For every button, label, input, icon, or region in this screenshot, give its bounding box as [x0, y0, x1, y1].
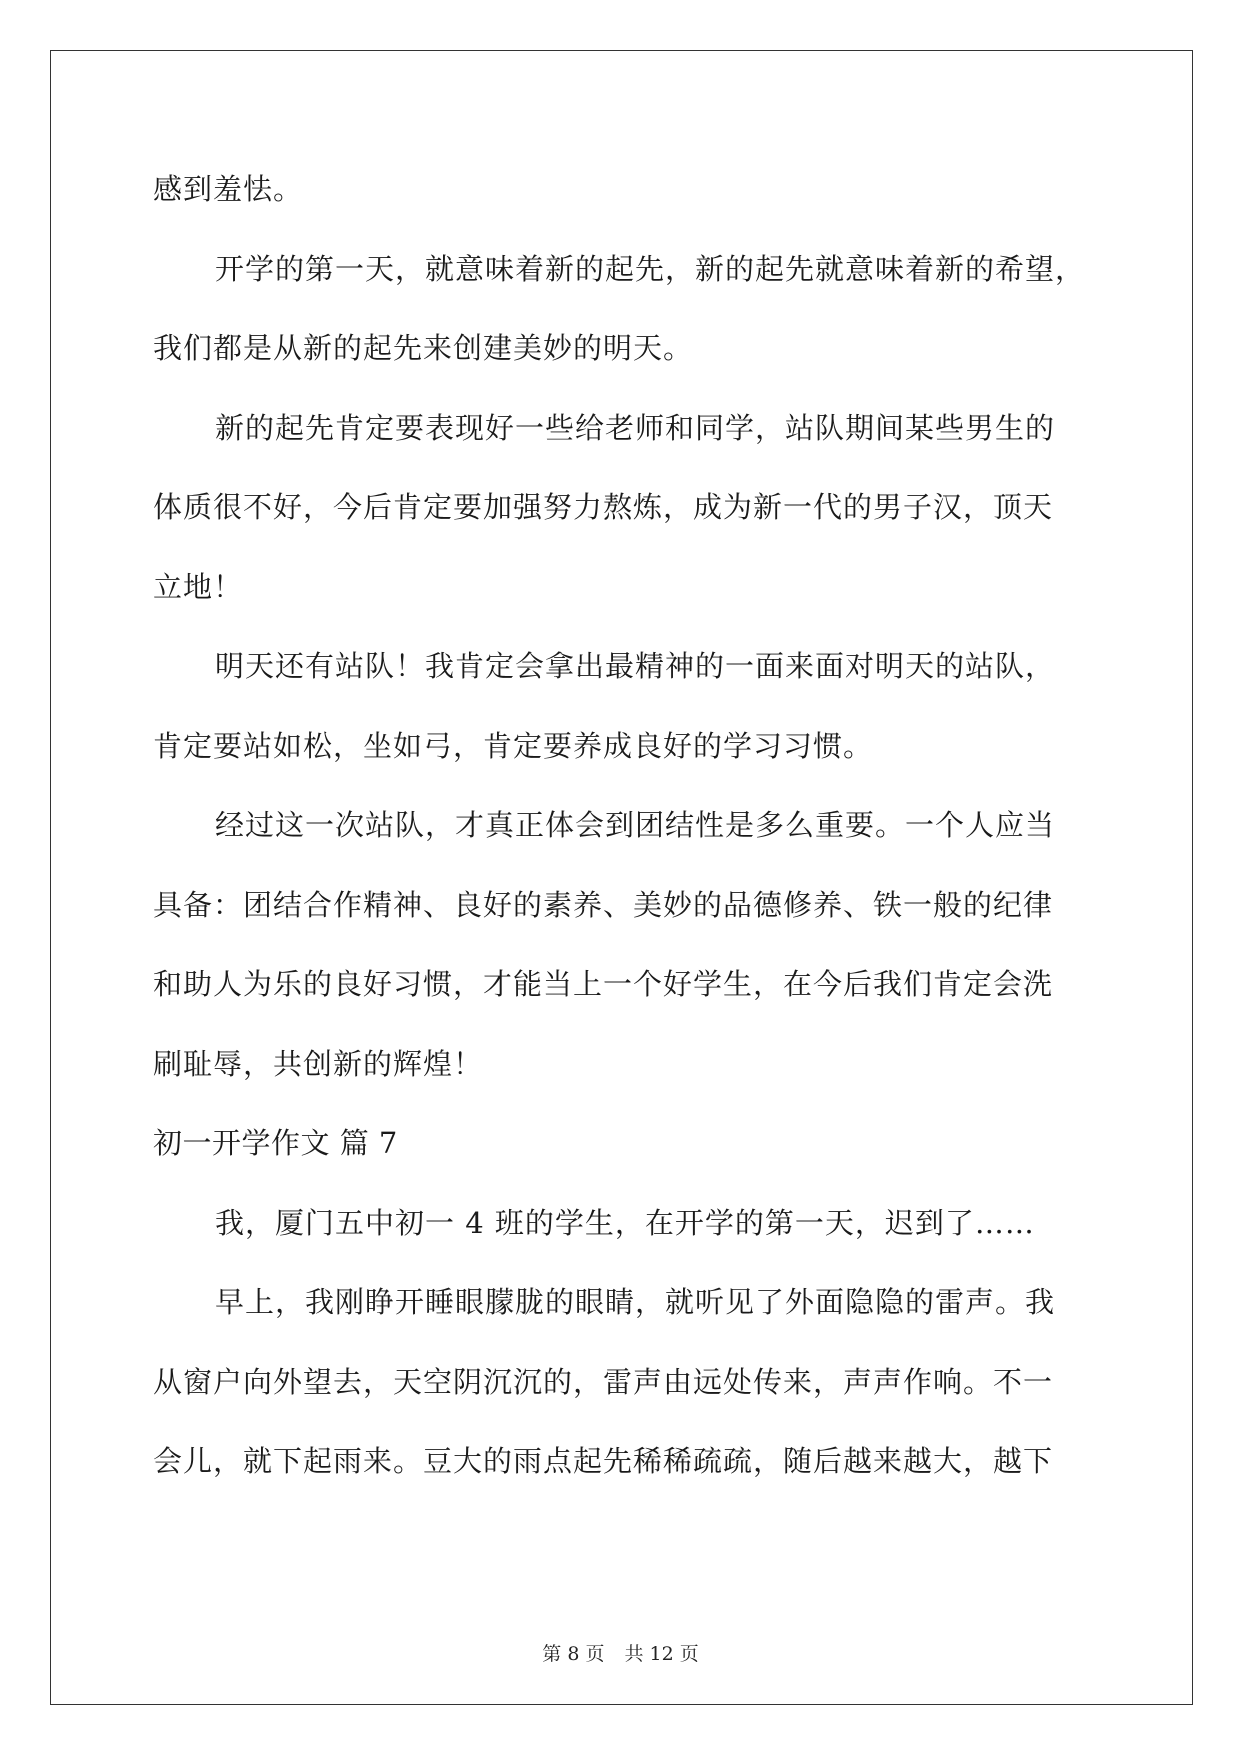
text-line: 早上，我刚睁开睡眼朦胧的眼睛，就听见了外面隐隐的雷声。我: [215, 1285, 1056, 1319]
text-line: 经过这一次站队，才真正体会到团结性是多么重要。一个人应当: [215, 808, 1056, 842]
text-line: 开学的第一天，就意味着新的起先，新的起先就意味着新的希望，: [215, 251, 1086, 286]
page-total: 共 12 页: [624, 1643, 699, 1665]
text-line: 具备：团结合作精神、良好的素养、美妙的品德修养、铁一般的纪律: [153, 887, 1054, 922]
page-footer: [0, 1642, 1241, 1666]
page-number: 第 8 页: [542, 1643, 605, 1665]
text-line: 肯定要站如松，坐如弓，肯定要养成良好的学习习惯。: [153, 728, 874, 763]
text-line: 和助人为乐的良好习惯，才能当上一个好学生，在今后我们肯定会洗: [153, 967, 1054, 1001]
text-line: 我们都是从新的起先来创建美妙的明天。: [153, 331, 694, 365]
text-line: 刷耻辱，共创新的辉煌！: [153, 1046, 484, 1081]
document-body: [153, 150, 1093, 1502]
text-line: 从窗户向外望去，天空阴沉沉的，雷声由远处传来，声声作响。不一: [153, 1364, 1054, 1399]
text-line: 感到羞怯。: [153, 172, 304, 206]
section-heading: 初一开学作文 篇 7: [153, 1126, 398, 1160]
text-line: 会儿，就下起雨来。豆大的雨点起先稀稀疏疏，随后越来越大，越下: [153, 1444, 1054, 1478]
text-line: 新的起先肯定要表现好一些给老师和同学，站队期间某些男生的: [215, 410, 1056, 445]
text-line: 体质很不好，今后肯定要加强努力熬炼，成为新一代的男子汉，顶天: [153, 490, 1054, 524]
text-line: 明天还有站队！我肯定会拿出最精神的一面来面对明天的站队，: [215, 649, 1056, 683]
text-line: 立地！: [153, 569, 244, 604]
text-line: 我，厦门五中初一 4 班的学生，在开学的第一天，迟到了……: [215, 1205, 1035, 1240]
